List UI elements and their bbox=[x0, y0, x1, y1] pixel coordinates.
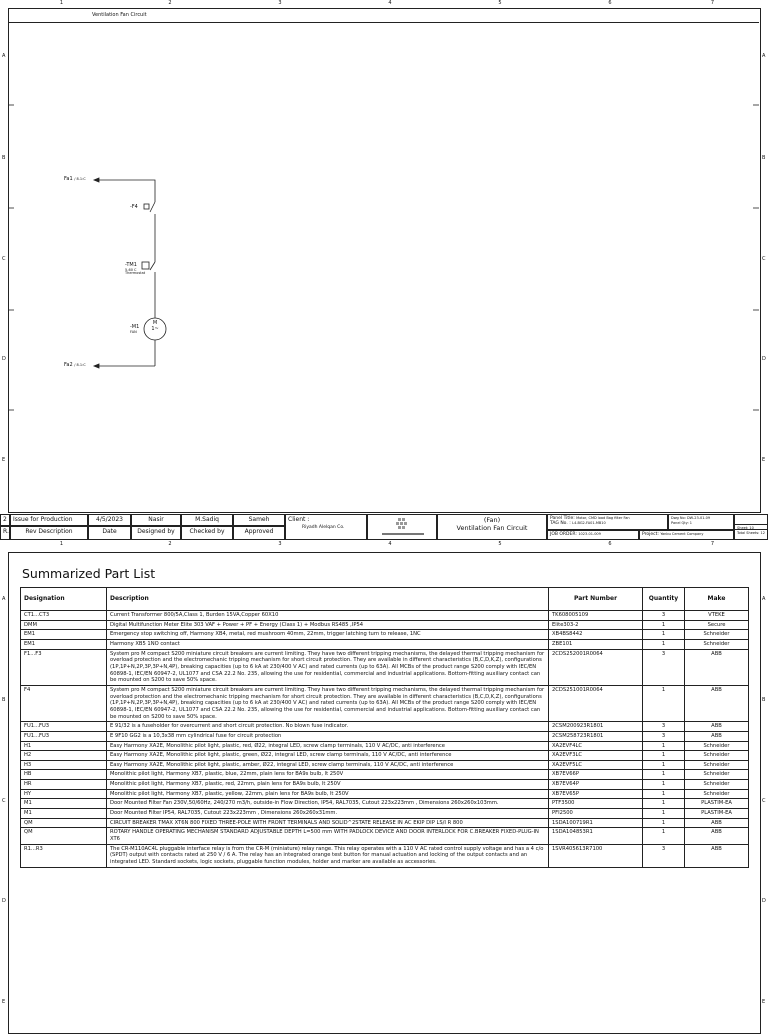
designed-by-header: Designed by bbox=[131, 526, 181, 540]
cell-quantity: 1 bbox=[643, 741, 685, 751]
cell-description: Monolithic pilot light, Harmony XB7, plastic, red, 22mm, plain lens for BA9s bulb, lt 250V bbox=[107, 780, 549, 790]
table-row bbox=[21, 731, 749, 741]
cell-make: ABB bbox=[685, 844, 749, 867]
table-row bbox=[21, 751, 749, 761]
cell-part-number: 1SVR405613R7100 bbox=[549, 844, 643, 867]
parts-row-a: A bbox=[2, 596, 6, 602]
approved-by: Sameh bbox=[233, 514, 285, 526]
company-logo bbox=[367, 514, 437, 540]
cell-quantity: 1 bbox=[643, 620, 685, 630]
row-label-b-right: B bbox=[762, 155, 766, 161]
date-header: Date bbox=[88, 526, 131, 540]
bottom-ruler bbox=[8, 541, 760, 549]
checked-by: M.Sadiq bbox=[181, 514, 233, 526]
bottom-col-5: 5 bbox=[498, 541, 502, 547]
cell-part-number: XB4BS8442 bbox=[549, 630, 643, 640]
cell-description: E 9F10 GG2 is a 10,3x38 mm cylindrical fuse for circuit protection bbox=[107, 731, 549, 741]
ruler-col-7: 7 bbox=[710, 0, 715, 6]
cell-designation: HB bbox=[21, 770, 107, 780]
table-row bbox=[21, 741, 749, 751]
cell-make: Schneider bbox=[685, 780, 749, 790]
rev-no: 2 bbox=[0, 514, 10, 526]
designed-by: Nasir bbox=[131, 514, 181, 526]
cell-designation: QM bbox=[21, 828, 107, 844]
row-label-d: D bbox=[2, 356, 6, 362]
cell-part-number: PFI2500 bbox=[549, 809, 643, 819]
circuit-label: Ventilation Fan Circuit bbox=[456, 524, 528, 533]
table-row bbox=[21, 809, 749, 819]
cell-quantity: 1 bbox=[643, 799, 685, 809]
cell-part-number: XB7EV65P bbox=[549, 789, 643, 799]
cell-description: Door Mounted Filter IP54, RAL7035, Cutout 223x223mm , Dimensions 260x260x31mm. bbox=[107, 809, 549, 819]
parts-row-b-right: B bbox=[762, 697, 766, 703]
cell-description: Easy Harmony XA2E, Monolithic pilot light, plastic, green, Ø22, integral LED, screw clamp terminals, 110 V AC/DC, anti interference bbox=[107, 751, 549, 761]
parts-header-row bbox=[21, 588, 749, 611]
ruler-col-2: 2 bbox=[168, 0, 172, 6]
cell-part-number: XA2EVF3LC bbox=[549, 751, 643, 761]
parts-row-e-right: E bbox=[762, 999, 766, 1005]
cell-description: The CR-M110AC4L pluggable interface relay is from the CR-M (miniature) relay range. This relay operates with a 110 V AC rated control supply voltage and has a 4 c/o (SPDT) output with contacts rated at 250 V / 6 A. The relay has an integrated orange test button for manual actuation and locking of the output contacts and an integrated LED. Standard sockets, logic sockets, pluggable function modules, holder and marker are available as accessories. bbox=[107, 844, 549, 867]
bottom-col-2: 2 bbox=[168, 541, 172, 547]
cell-make: Schneider bbox=[685, 741, 749, 751]
cell-make: Schneider bbox=[685, 760, 749, 770]
cell-quantity: 1 bbox=[643, 809, 685, 819]
ruler-col-6: 6 bbox=[608, 0, 612, 6]
cell-part-number: Elite303-2 bbox=[549, 620, 643, 630]
cell-designation: EM1 bbox=[21, 630, 107, 640]
table-row bbox=[21, 844, 749, 867]
row-label-a-right: A bbox=[762, 53, 766, 59]
rev-header: R. bbox=[0, 526, 10, 540]
cell-description: Current Transformer 800/5A,Class 1, Burden 15VA,Copper 60X10 bbox=[107, 611, 549, 621]
client-label: Client : bbox=[288, 516, 310, 523]
panel-title-cell: Panel Title: Motor, CMD load Bag filter Fan TAG No. : L4-BG2-FA01-MB10 bbox=[547, 514, 668, 530]
approved-header: Approved bbox=[233, 526, 285, 540]
cell-make: PLASTIM-EA bbox=[685, 809, 749, 819]
table-row bbox=[21, 685, 749, 721]
cell-description: CIRCUIT BREAKER TMAX XT6N 800 FIXED THREE-POLE WITH FRONT TERMINALS AND SOLID^2STATE RELEASE IN AC EKIP DIP LS/I R 800 bbox=[107, 818, 549, 828]
cell-quantity: 3 bbox=[643, 722, 685, 732]
cell-part-number: 1SDA100719R1 bbox=[549, 818, 643, 828]
cell-part-number: ZBE101 bbox=[549, 639, 643, 649]
cell-designation: EM1 bbox=[21, 639, 107, 649]
ruler-col-4: 4 bbox=[388, 0, 392, 6]
cell-description: System pro M compact S200 miniature circuit breakers are current limiting. They have two different tripping mechanisms, the delayed thermal tripping mechanism for overload protection and the electromechanic tripping mechanism for short circuit protection. They are available in different characteristics (B,C,D,K,Z), configurations (1P,1P+N,2P,3P,3P+N,4P), breaking capacities (up to 6 kA at 230/400 V AC) and rated currents (up to 63A). All MCBs of the product range S200 comply with IEC/EN 60898-1, IEC/EN 60947-2, UL1077 and CSA 22.2 No. 235, allowing the use for residential, commercial and industrial applications. Bottom-fitting auxiliary contact can be mounted on S200 to save 50% space. bbox=[107, 649, 549, 685]
motor-symbol: M 1~ bbox=[151, 320, 159, 332]
cell-part-number: XB7EV66P bbox=[549, 770, 643, 780]
header-make: Make bbox=[685, 588, 749, 611]
cell-make: PLASTIM-EA bbox=[685, 799, 749, 809]
rev-desc-header: Rev Description bbox=[10, 526, 88, 540]
cell-quantity: 1 bbox=[643, 789, 685, 799]
table-row bbox=[21, 649, 749, 685]
row-label-c: C bbox=[2, 256, 6, 262]
client-cell bbox=[285, 514, 367, 540]
ruler-col-5: 5 bbox=[498, 0, 502, 6]
cell-description: Easy Harmony XA2E, Monolithic pilot light, plastic, red, Ø22, integral LED, screw clamp terminals, 110 V AC/DC, anti interference bbox=[107, 741, 549, 751]
bottom-col-7: 7 bbox=[710, 541, 715, 547]
cell-quantity: 1 bbox=[643, 760, 685, 770]
client-name: Riyadh Alelqan Co. bbox=[302, 525, 345, 530]
cell-make: VTEKE bbox=[685, 611, 749, 621]
cell-description: Monolithic pilot light, Harmony XB7, plastic, blue, 22mm, plain lens for BA9s bulb, lt 250V bbox=[107, 770, 549, 780]
parts-row-b: B bbox=[2, 697, 6, 703]
cell-quantity: 1 bbox=[643, 818, 685, 828]
checked-by-header: Checked by bbox=[181, 526, 233, 540]
project-cell: Project: Yanbu Cement Company bbox=[639, 530, 734, 540]
cell-part-number: PTF3500 bbox=[549, 799, 643, 809]
cell-description: E 91/32 is a fuseholder for overcurrent and short circuit protection. No blown fuse indicator. bbox=[107, 722, 549, 732]
rev-description: Issue for Production bbox=[10, 514, 88, 526]
tm1-label: -TM1 5-60 C Thermostat bbox=[125, 262, 146, 276]
cell-quantity: 1 bbox=[643, 828, 685, 844]
table-row bbox=[21, 760, 749, 770]
cell-quantity: 1 bbox=[643, 780, 685, 790]
table-row bbox=[21, 799, 749, 809]
header-part-number: Part Number bbox=[549, 588, 643, 611]
cell-part-number: 1SDA104853R1 bbox=[549, 828, 643, 844]
row-label-e-right: E bbox=[762, 457, 766, 463]
parts-list-title: Summarized Part List bbox=[22, 566, 156, 581]
cell-designation: M1 bbox=[21, 799, 107, 809]
cell-description: Easy Harmony XA2E, Monolithic pilot light, plastic, amber, Ø22, integral LED, screw clamp terminals, 110 V AC/DC, anti interference bbox=[107, 760, 549, 770]
cell-designation: FU1...FU3 bbox=[21, 722, 107, 732]
rev-date: 4/5/2023 bbox=[88, 514, 131, 526]
bottom-col-6: 6 bbox=[608, 541, 612, 547]
drawing-title: Ventilation Fan Circuit bbox=[92, 12, 147, 18]
table-row bbox=[21, 639, 749, 649]
row-label-e: E bbox=[2, 457, 6, 463]
ruler-col-3: 3 bbox=[278, 0, 282, 6]
ruler-col-1: 1 bbox=[59, 0, 64, 6]
bottom-col-1: 1 bbox=[59, 541, 64, 547]
cell-description: Digital Multifunction Meter Elite 303 VAF + Power + PF + Energy (Class 1) + Modbus RS485 ,IP54 bbox=[107, 620, 549, 630]
drawing-title-cell bbox=[437, 514, 547, 540]
cell-description: System pro M compact S200 miniature circuit breakers are current limiting. They have two different tripping mechanisms, the delayed thermal tripping mechanism for overload protection and the electromechanic tripping mechanism for short circuit protection. They are available in different characteristics (B,C,D,K,Z), configurations (1P,1P+N,2P,3P,3P+N,4P), breaking capacities (up to 6 kA at 230/400 V AC) and rated currents (up to 63A). All MCBs of the product range S200 comply with IEC/EN 60898-1, IEC/EN 60947-2, UL1077 and CSA 22.2 No. 235, allowing the use for residential, commercial and industrial applications. Bottom-fitting auxiliary contact can be mounted on S200 to save 50% space. bbox=[107, 685, 549, 721]
cell-part-number: 2CSM200923R1801 bbox=[549, 722, 643, 732]
row-label-d-right: D bbox=[762, 356, 766, 362]
cell-quantity: 3 bbox=[643, 649, 685, 685]
fan-circuit-schematic bbox=[0, 0, 768, 512]
fa2-label: Fa2 / 8.1:C bbox=[64, 362, 86, 368]
cell-designation: F4 bbox=[21, 685, 107, 721]
cell-make: Secure bbox=[685, 620, 749, 630]
table-row bbox=[21, 620, 749, 630]
row-label-b: B bbox=[2, 155, 6, 161]
cell-make: ABB bbox=[685, 818, 749, 828]
cell-quantity: 1 bbox=[643, 630, 685, 640]
cell-part-number: 2CDS251001R0064 bbox=[549, 685, 643, 721]
parts-table bbox=[20, 587, 749, 868]
cell-make: Schneider bbox=[685, 789, 749, 799]
job-order-cell: JOB ORDER: 1023-01-009 bbox=[547, 530, 639, 540]
sheet-cell: Sheet: 10 Total Sheets: 12 bbox=[734, 524, 768, 540]
cell-description: Door Mounted Filter Fan 230V,50/60Hz, 240/270 m3/h, outside-in Flow Direction, IP54, RAL7035, Cutout 223x223mm , Dimensions 260x260x103mm. bbox=[107, 799, 549, 809]
cell-description: Emergency stop switching off, Harmony XB4, metal, red mushroom 40mm, 22mm, trigger latching turn to release, 1NC bbox=[107, 630, 549, 640]
table-row bbox=[21, 611, 749, 621]
cell-part-number: 2CSM258723R1801 bbox=[549, 731, 643, 741]
cell-make: Schneider bbox=[685, 751, 749, 761]
cell-designation: H3 bbox=[21, 760, 107, 770]
cell-make: ABB bbox=[685, 685, 749, 721]
cell-designation: H2 bbox=[21, 751, 107, 761]
bottom-col-3: 3 bbox=[278, 541, 282, 547]
header-quantity: Quantity bbox=[643, 588, 685, 611]
table-row bbox=[21, 828, 749, 844]
parts-row-c: C bbox=[2, 798, 6, 804]
cell-designation: F1...F3 bbox=[21, 649, 107, 685]
cell-description: ROTARY HANDLE OPERATING MECHANISM STANDARD ADJUSTABLE DEPTH L=500 mm WITH PADLOCK DEVICE AND DOOR INTERLOCK FOR C.BREAKER FIXED-PLUG-IN XT6 bbox=[107, 828, 549, 844]
cell-designation: M1 bbox=[21, 809, 107, 819]
cell-description: Monolithic pilot light, Harmony XB7, plastic, yellow, 22mm, plain lens for BA9s bulb, lt 250V bbox=[107, 789, 549, 799]
cell-designation: H1 bbox=[21, 741, 107, 751]
table-row bbox=[21, 770, 749, 780]
parts-row-c-right: C bbox=[762, 798, 766, 804]
cell-designation: DMM bbox=[21, 620, 107, 630]
cell-designation: R1...R3 bbox=[21, 844, 107, 867]
cell-designation: HR bbox=[21, 780, 107, 790]
cell-description: Harmony XB5 1NO contact bbox=[107, 639, 549, 649]
parts-row-e: E bbox=[2, 999, 6, 1005]
cell-quantity: 1 bbox=[643, 751, 685, 761]
cell-make: Schneider bbox=[685, 630, 749, 640]
table-row bbox=[21, 789, 749, 799]
cell-quantity: 3 bbox=[643, 731, 685, 741]
cell-part-number: XA2EVF4LC bbox=[549, 741, 643, 751]
parts-row-d: D bbox=[2, 898, 6, 904]
cell-quantity: 1 bbox=[643, 639, 685, 649]
cell-make: ABB bbox=[685, 731, 749, 741]
cell-quantity: 3 bbox=[643, 611, 685, 621]
cell-quantity: 1 bbox=[643, 770, 685, 780]
m1-label: -M1 FAN bbox=[130, 324, 140, 334]
header-description: Description bbox=[107, 588, 549, 611]
fa1-label: Fa1 / 8.1:C bbox=[64, 176, 86, 182]
row-label-a: A bbox=[2, 53, 6, 59]
cell-make: Schneider bbox=[685, 770, 749, 780]
table-row bbox=[21, 630, 749, 640]
cell-designation: FU1...FU3 bbox=[21, 731, 107, 741]
cell-designation: HY bbox=[21, 789, 107, 799]
cell-quantity: 1 bbox=[643, 685, 685, 721]
cell-make: ABB bbox=[685, 828, 749, 844]
parts-row-a-right: A bbox=[762, 596, 766, 602]
cell-make: ABB bbox=[685, 722, 749, 732]
table-row bbox=[21, 722, 749, 732]
cell-quantity: 3 bbox=[643, 844, 685, 867]
cell-part-number: XB7EV64P bbox=[549, 780, 643, 790]
cell-part-number: TK608005109 bbox=[549, 611, 643, 621]
bottom-col-4: 4 bbox=[388, 541, 392, 547]
cell-part-number: 2CDS252001R0064 bbox=[549, 649, 643, 685]
table-row bbox=[21, 818, 749, 828]
cell-make: ABB bbox=[685, 649, 749, 685]
table-row bbox=[21, 780, 749, 790]
cell-designation: CT1...CT3 bbox=[21, 611, 107, 621]
row-label-c-right: C bbox=[762, 256, 766, 262]
cell-make: Schneider bbox=[685, 639, 749, 649]
cell-part-number: XA2EVF5LC bbox=[549, 760, 643, 770]
header-designation: Designation bbox=[21, 588, 107, 611]
dwg-cell: Dwg No: DW-23-01-09 Panel Qty: 1 bbox=[668, 514, 734, 530]
fan-label: (Fan) bbox=[483, 516, 501, 524]
f4-label: -F4 bbox=[130, 204, 138, 210]
cell-designation: QM bbox=[21, 818, 107, 828]
parts-row-d-right: D bbox=[762, 898, 766, 904]
